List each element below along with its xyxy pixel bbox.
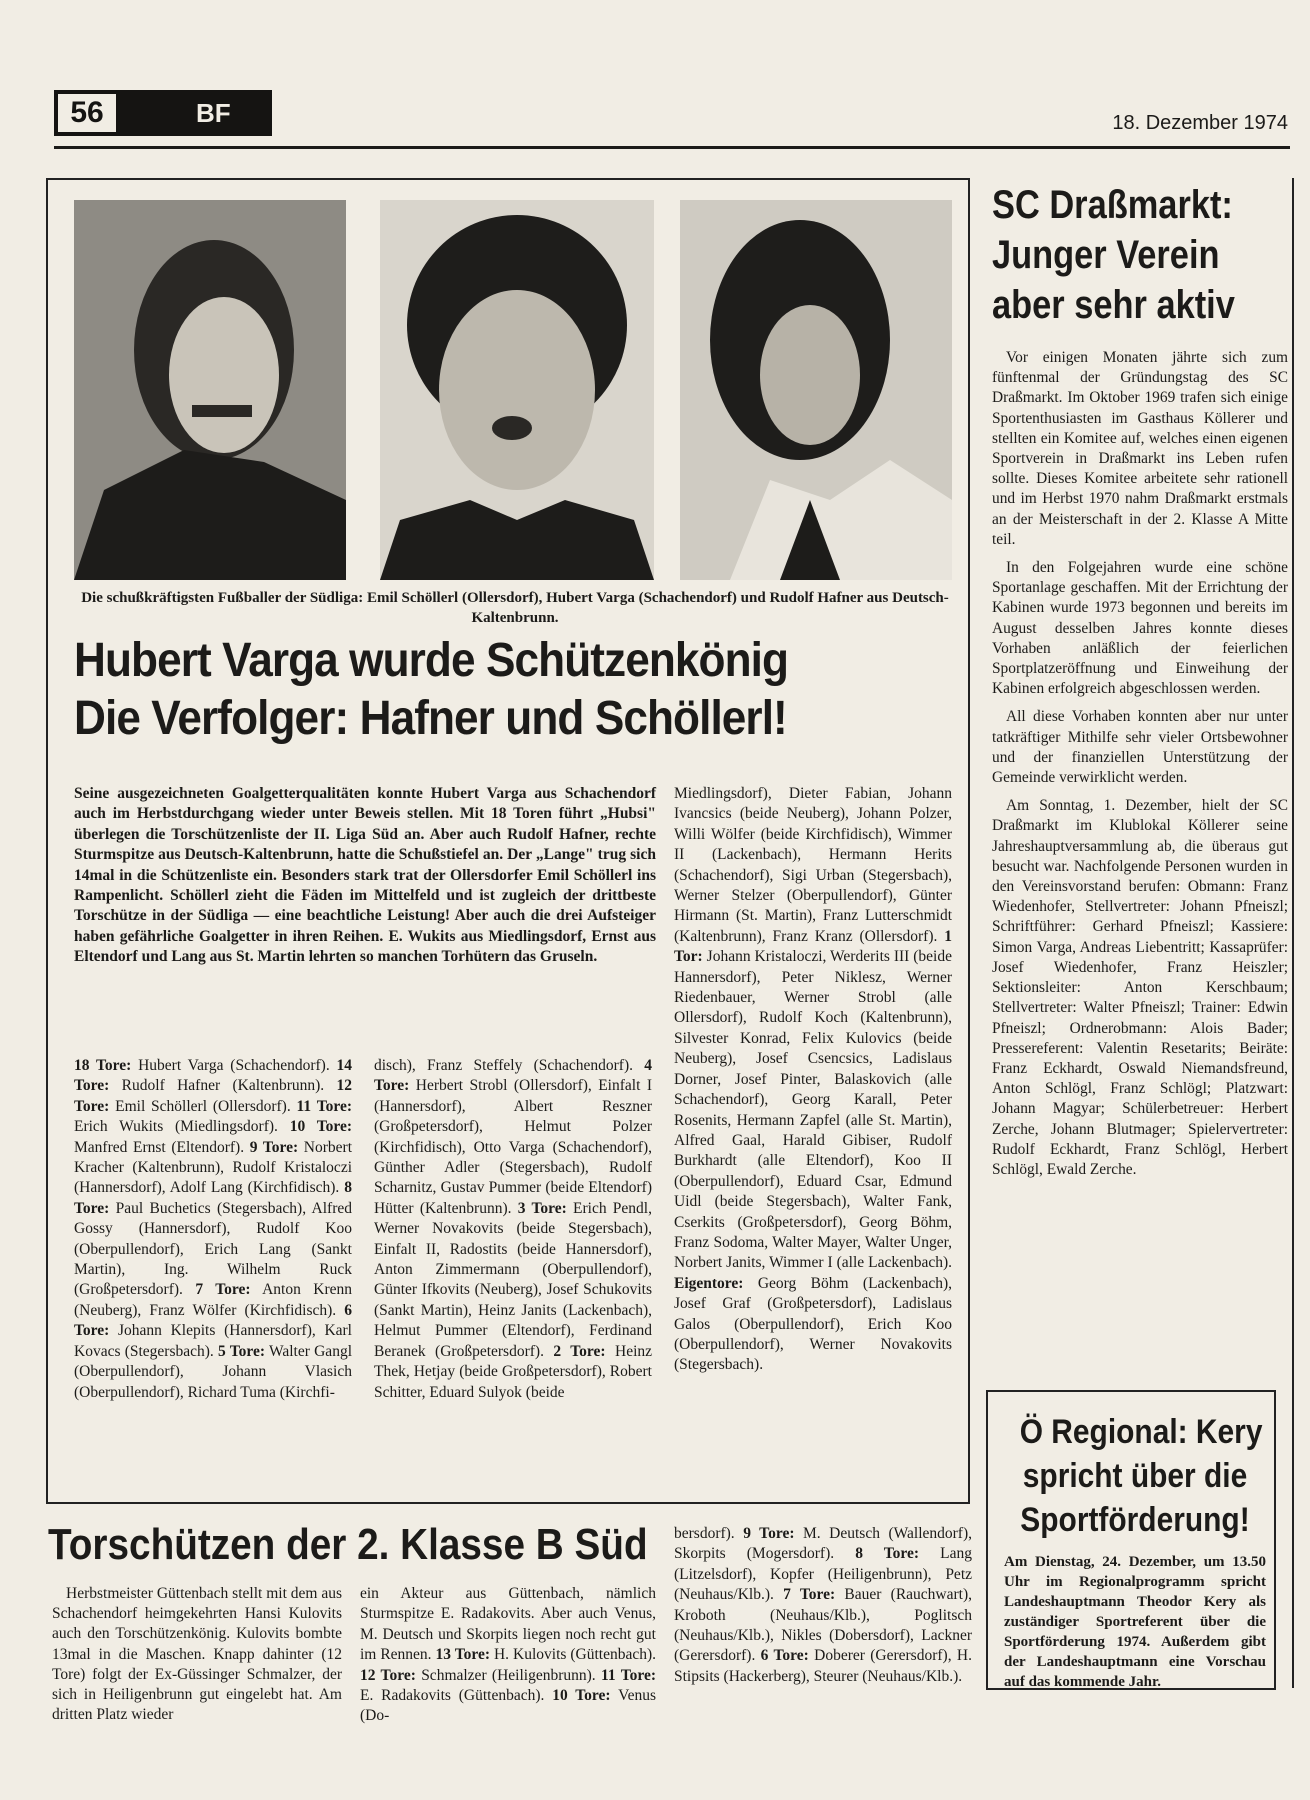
bottom-col3 (674, 1524, 972, 1687)
regional-box-text: Am Dienstag, 24. Dezember, um 13.50 Uhr im Regionalprogramm spricht Landeshauptmann Theodor Kery als zuständiger Sportreferent über die Sportförderung 1974. Außerdem gibt der Landeshauptmann eine Vorschau auf das kommende Jahr. (1004, 1554, 1266, 1690)
goal-count-label: 6 Tore: (74, 1301, 352, 1340)
scorer-text: Manfred Ernst (Eltendorf). (74, 1138, 250, 1156)
goal-count-label: 8 Tore: (74, 1179, 352, 1217)
scorer-list-col3 (674, 784, 952, 1376)
sidebar-paragraph: In den Folgejahren wurde eine schöne Sportanlage geschaffen. Mit der Errichtung der Kabinen wurde 1973 begonnen und bereits im August desselben Jahres konnte dieses Vorhaben anläßlich der feierlichen Sportplatzeröffnung und Einweihung der Kabinen erfolgreich abgeschlossen werden. (992, 559, 1288, 698)
goal-count-label: 10 Tore: (552, 1687, 611, 1705)
goal-count-label: 6 Tore: (760, 1647, 809, 1665)
goal-count-label: 14 Tore: (74, 1057, 352, 1095)
regional-headline-line3: Sportförderung! (1020, 1501, 1250, 1539)
scorer-text: Schmalzer (Heiligenbrunn). (415, 1666, 601, 1684)
sidebar-paragraph: All diese Vorhaben konnten aber nur unter tatkräftiger Mithilfe sehr vieler Ortsbewohner und der finanziellen Unterstützung der Gemeinde verwirklicht werden. (992, 708, 1288, 787)
scorer-text: bersdorf). (674, 1525, 744, 1542)
paper-code: BF (196, 97, 231, 128)
scorer-text: Venus (Do- (360, 1687, 657, 1725)
goal-count-label: 18 Tore: (74, 1057, 132, 1074)
scorer-text: Doberer (Gerersdorf), H. Stipsits (Hackerberg), Steurer (Neuhaus/Klb.). (674, 1647, 972, 1685)
scorer-text: Hubert Varga (Schachendorf). (131, 1057, 337, 1074)
goal-count-label: 7 Tore: (195, 1281, 251, 1299)
sidebar-headline-line2: Junger Verein (992, 233, 1220, 277)
sidebar-headline (992, 180, 1248, 330)
scorer-text: Erich Pendl, Werner Novakovits (beide Stegersbach), Einfalt II, Radostits (beide Hannersdorf), Anton Zimmermann (Oberpullendorf), Günter Ifkovits (Neuberg), Josef Schukovits (Sankt Martin), Heinz Janits (Lackenbach), Helmut Pummer (Eltendorf), Ferdinand Beranek (Großpetersdorf). (374, 1199, 652, 1360)
scorer-text: ein Akteur aus Güttenbach, nämlich Sturmspitze E. Radakovits. Aber auch Venus, M. Deutsch und Skorpits liegen noch recht gut im Rennen. (360, 1585, 656, 1664)
scorer-text: Anton Krenn (Neuberg), Franz Wölfer (Kirchfidisch). (74, 1281, 352, 1319)
scorer-text: Bauer (Rauchwart), Kroboth (Neuhaus/Klb.), Poglitsch (Neuhaus/Klb.), Nikles (Dobersdorf), Lackner (Gerersdorf). (674, 1586, 972, 1665)
scorer-text: Emil Schöllerl (Ollersdorf). (109, 1097, 297, 1115)
scorer-text: Herbert Strobl (Ollersdorf), Einfalt I (Hannersdorf), Albert Reszner (Großpetersdorf), Helmut Polzer (Kirchfidisch), Otto Varga (Schachendorf), Günther Adler (Stegersbach), Rudolf Scharnitz, Gustav Pummer (beide Eltendorf) Hütter (Kaltenbrunn). (374, 1077, 652, 1217)
scorer-text: Rudolf Hafner (Kaltenbrunn). (109, 1077, 337, 1095)
goal-count-label: 1 Tor: (674, 927, 952, 966)
main-headline (74, 632, 884, 748)
goal-count-label: 12 Tore: (360, 1666, 416, 1684)
regional-box-headline (1019, 1410, 1263, 1542)
goal-count-label: 9 Tore: (743, 1525, 795, 1542)
page-number: 56 (58, 94, 116, 132)
sidebar-rule (1292, 178, 1294, 1688)
scorer-text: H. Kulovits (Güttenbach). (490, 1646, 657, 1664)
goal-count-label: 10 Tore: (289, 1118, 352, 1136)
scorer-text: Miedlingsdorf), Dieter Fabian, Johann Ivancsics (beide Neuberg), Johann Polzer, Willi Wölfer (beide Kirchfidisch), Wimmer II (Lackenbach), Hermann Herits (Schachendorf), Sigi Urban (Stegersbach), Werner Stelzer (Oberpullendorf), Günter Hirmann (St. Martin), Franz Lutterschmidt (Kaltenbrunn), Franz Kranz (Ollersdorf). (674, 785, 952, 945)
sidebar-headline-line3: aber sehr aktiv (992, 283, 1235, 327)
sidebar-paragraph: Am Sonntag, 1. Dezember, hielt der SC Draßmarkt im Klublokal Köllerer seine Jahreshauptversammlung ab, die überaus gut besucht war. Nachfolgende Personen wurden in den Vereinsvorstand berufen: Obmann: Franz Wiedenhofer, Stellvertreter: Johann Pfneiszl; Schriftführer: Gerhard Pfneiszl; Kassiere: Simon Varga, Andreas Liebentritt; Kassaprüfer: Josef Wiedenhofer, Franz Heiszler; Sektionsleiter: Anton Kerschbaum; Stellvertreter: Walter Pfneiszl; Trainer: Edwin Pfneiszl; Ordnerobmann: Alois Bader; Pressereferent: Valentin Resetarits; Beiräte: Franz Eckhardt, Oswald Niemandsfreund, Anton Schlögl, Franz Schlögl; Platzwart: Johann Magyar; Schülerbetreuer: Herbert Zerche, Johann Blutmager; Spielervertreter: Rudolf Eckhardt, Franz Schlögl, Herbert Schlögl, Ewald Zerche. (992, 797, 1288, 1178)
scorer-text: Georg Böhm (Lackenbach), Josef Graf (Großpetersdorf), Ladislaus Galos (Oberpullendorf), Erich Koo (Oberpullendorf), Werner Novakovits (Stegersbach). (674, 1274, 952, 1374)
scorer-text: Walter Gangl (Oberpullendorf), Johann Vlasich (Oberpullendorf), Richard Tuma (Kirchfi- (74, 1342, 352, 1401)
scorer-list-col2 (374, 1056, 652, 1403)
issue-date: 18. Dezember 1974 (1112, 112, 1288, 134)
goal-count-label: 11 Tore: (601, 1666, 656, 1684)
photo-hafner (680, 200, 952, 580)
goal-count-label: 8 Tore: (855, 1545, 920, 1563)
photo-schoellerl (74, 200, 346, 580)
photo-caption: Die schußkräftigsten Fußballer der Südliga: Emil Schöllerl (Ollersdorf), Hubert Varga (Schachendorf) und Rudolf Hafner aus Deutsch-Kaltenbrunn. (81, 590, 949, 626)
scorer-text: Lang (Litzelsdorf), Kopfer (Heiligenbrunn), Petz (Neuhaus/Klb.). (674, 1545, 972, 1604)
bottom-col2 (360, 1584, 656, 1727)
scorer-text: M. Deutsch (Wallendorf), Skorpits (Mogersdorf). (674, 1525, 973, 1563)
scorer-text: Johann Kristaloczi, Werderits III (beide Hannersdorf), Peter Niklesz, Werner Riedenbauer, Werner Strobl (alle Ollersdorf), Rudolf Koch (Kaltenbrunn), Silvester Konrad, Felix Kulovics (beide Neuberg), Josef Csencsics, Ladislaus Dorner, Josef Pinter, Balaskovich (alle Schachendorf), Georg Karall, Peter Rosenits, Hermann Zapfel (alle St. Martin), Alfred Gaal, Harald Gibiser, Rudolf Burkhardt (alle Eltendorf), Koo II (Oberpullendorf), Eduard Csar, Edmund Uidl (beide Stegersbach), Walter Fank, Cserkits (Großpetersdorf), Georg Böhm, Franz Sodoma, Walter Mayer, Walter Unger, Norbert Janits, Wimmer I (alle Lackenbach). (674, 948, 952, 1272)
sidebar-headline-line1: SC Draßmarkt: (992, 183, 1233, 227)
main-lead-paragraph: Seine ausgezeichneten Goalgetterqualitäten konnte Hubert Varga aus Schachendorf auch im Herbstdurchgang wieder unter Beweis stellen. Mit 18 Toren führt „Hubsi" überlegen die Torschützenliste der II. Liga Süd an. Aber auch Rudolf Hafner, rechte Sturmspitze aus Deutsch-Kaltenbrunn, hatte die Schußstiefel an. Der „Lange" trug sich 14mal in die Schützenliste ein. Besonders stark trat der Ollersdorfer Emil Schöllerl ins Rampenlicht. Schöllerl zieht die Fäden im Mittelfeld und ist zugleich der drittbeste Torschütze in der Südliga — eine beachtliche Leistung! Aber auch die drei Aufsteiger haben gefährliche Goalgetter in ihren Reihen. E. Wukits aus Miedlingsdorf, Ernst aus Eltendorf und Lang aus St. Martin lehrten so manchen Torhütern das Gruseln. (74, 785, 656, 966)
goal-count-label: 3 Tore: (517, 1199, 567, 1217)
main-headline-line2: Die Verfolger: Hafner und Schöllerl! (74, 692, 787, 745)
goal-count-label: 7 Tore: (783, 1586, 836, 1604)
scorer-text: Erich Wukits (Miedlingsdorf). (74, 1118, 290, 1136)
scorer-list-col1 (74, 1056, 352, 1403)
scorer-text: Johann Klepits (Hannersdorf), Karl Kovacs (Stegersbach). (74, 1322, 352, 1360)
goal-count-label: 4 Tore: (374, 1057, 652, 1095)
header-rule (54, 146, 1290, 149)
page-header-box (54, 90, 272, 136)
regional-headline-line1: Ö Regional: Kery (1019, 1413, 1263, 1451)
goal-count-label: 13 Tore: (435, 1646, 491, 1664)
goal-count-label: Eigentore: (674, 1274, 744, 1292)
bottom-col1 (52, 1584, 342, 1725)
bottom-headline: Torschützen der 2. Klasse B Süd (48, 1520, 648, 1569)
main-headline-line1: Hubert Varga wurde Schützenkönig (74, 634, 789, 687)
goal-count-label: 12 Tore: (74, 1077, 352, 1115)
scorer-text: Paul Buchetics (Stegersbach), Alfred Gossy (Hannersdorf), Rudolf Koo (Oberpullendorf), Erich Lang (Sankt Martin), Ing. Wilhelm Ruck (Großpetersdorf). (74, 1199, 352, 1299)
goal-count-label: 2 Tore: (553, 1342, 606, 1360)
scorer-text: disch), Franz Steffely (Schachendorf). (374, 1057, 645, 1074)
sidebar-paragraph: Vor einigen Monaten jährte sich zum fünftenmal der Gründungstag des SC Draßmarkt. Im Oktober 1969 trafen sich einige Sportenthusiasten im Gasthaus Köllerer und stellten ein Komitee auf, welches einen eigenen Sportverein in Draßmarkt ins Leben rufen sollte. Dieses Komitee arbeitete sehr rationell und im Herbst 1970 nahm Draßmarkt erstmals an der Meisterschaft in der 2. Klasse A Mitte teil. (992, 349, 1288, 548)
scorer-text: Heinz Thek, Hetjay (beide Großpetersdorf), Robert Schitter, Eduard Sulyok (beide (374, 1342, 653, 1401)
regional-headline-line2: spricht über die (1022, 1457, 1248, 1495)
scorer-text: E. Radakovits (Güttenbach). (360, 1687, 553, 1705)
sidebar-body (992, 348, 1288, 1180)
goal-count-label: 11 Tore: (296, 1097, 353, 1115)
photo-varga (380, 200, 654, 580)
goal-count-label: 9 Tore: (249, 1138, 299, 1156)
scorer-text: Norbert Kracher (Kaltenbrunn), Rudolf Kristaloczi (Hannersdorf), Adolf Lang (Kirchfidisch). (74, 1138, 352, 1197)
goal-count-label: 5 Tore: (218, 1342, 266, 1360)
scorer-text: Herbstmeister Güttenbach stellt mit dem aus Schachendorf heimgekehrten Hansi Kulovits auch den Torschützenkönig. Kulovits bombte 13mal in die Maschen. Knapp dahinter (12 Tore) folgt der Ex-Güssinger Schmalzer, der sich in Heiligenbrunn gut eingelebt hat. Am dritten Platz wieder (52, 1585, 342, 1724)
